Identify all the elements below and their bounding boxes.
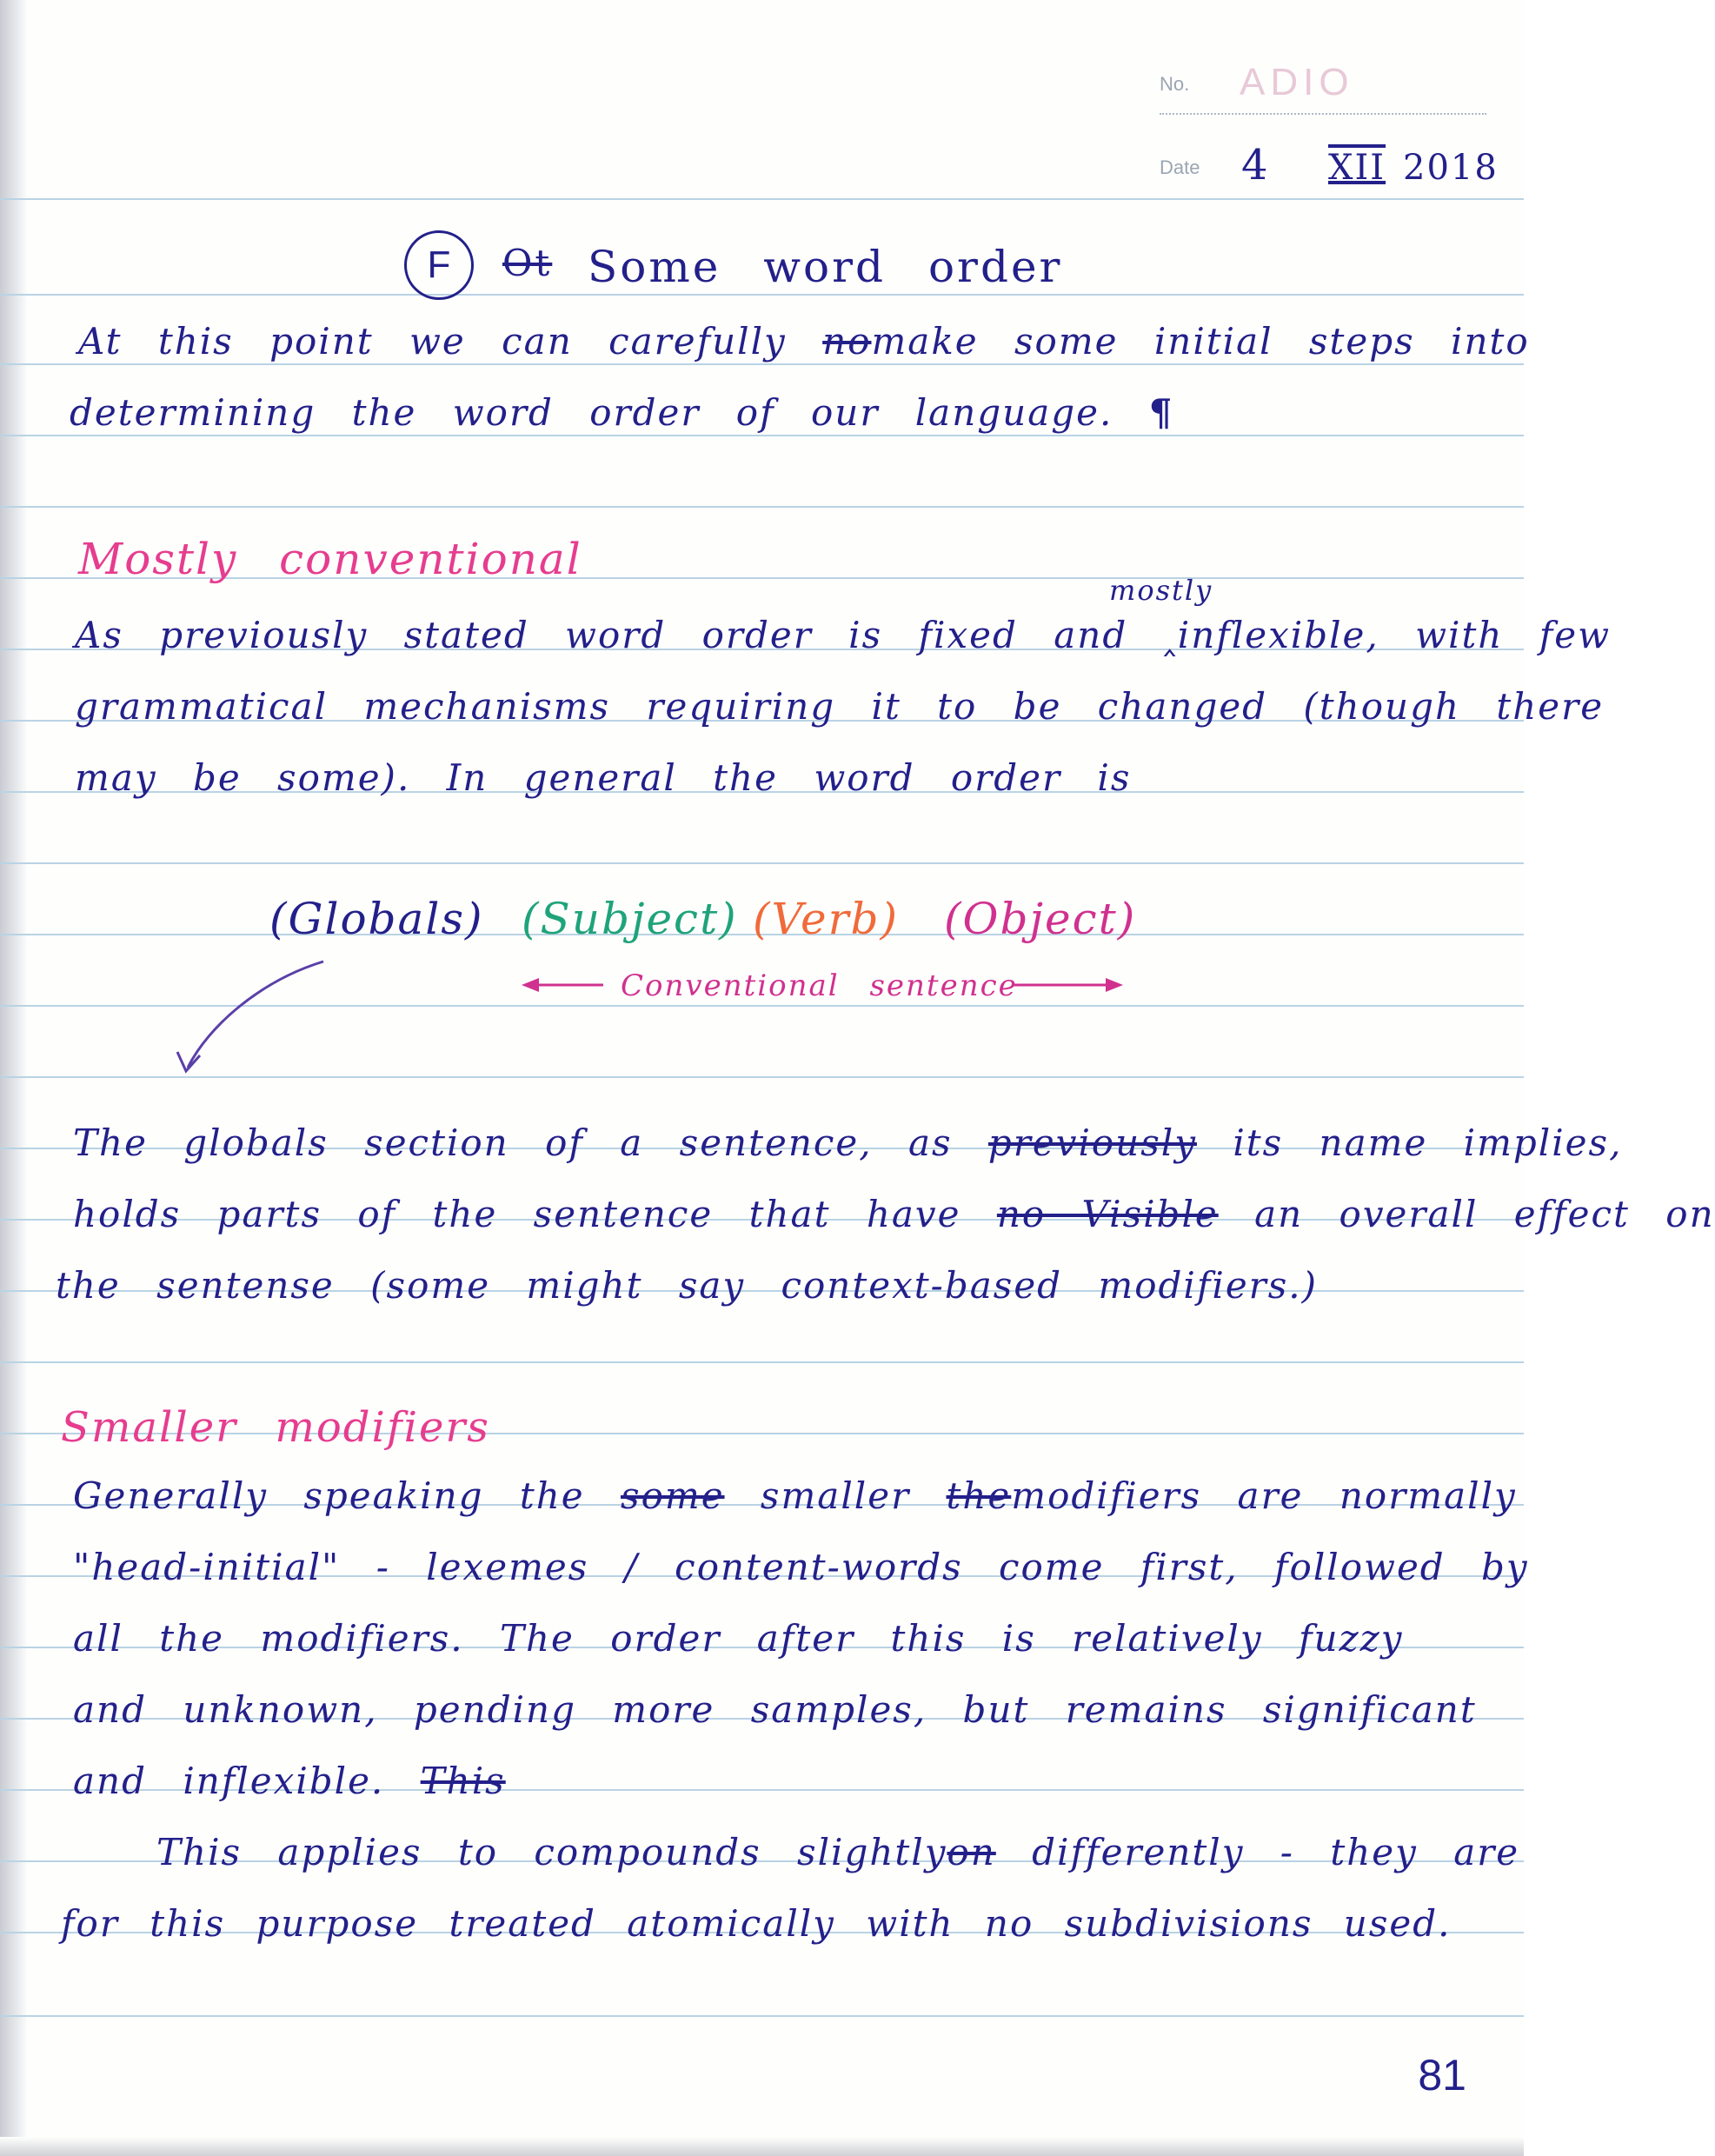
order-subject: (Subject) xyxy=(522,894,738,944)
order-object: (Object) xyxy=(944,894,1137,944)
section2-text: Generally speaking the xyxy=(73,1474,585,1517)
date-label: Date xyxy=(1160,156,1200,178)
globals-text: holds parts of the sentence that have xyxy=(73,1193,961,1235)
section2-line-4: and unknown, pending more samples, but remains significant xyxy=(73,1688,1477,1731)
section2-text: and inflexible. xyxy=(73,1760,385,1802)
section-letter: F xyxy=(427,243,451,286)
faded-stamp: ADIO xyxy=(1240,61,1354,103)
section2-line-3: all the modifiers. The order after this is relatively fuzzy xyxy=(73,1617,1404,1660)
section2-line-7: for this purpose treated atomically with no subdivisions used. xyxy=(61,1902,1452,1945)
no-label: No. xyxy=(1160,73,1190,95)
paragraph-mark: ¶ xyxy=(1148,391,1174,434)
section2-line-2: "head-initial" - lexemes / content-words come first, followed by xyxy=(73,1546,1529,1588)
struck-word: some xyxy=(621,1474,725,1517)
section2-text: modifiers are normally xyxy=(1011,1474,1517,1517)
title-struck-text: Ot xyxy=(502,242,553,284)
inserted-word: mostly xyxy=(1109,574,1213,607)
globals-line-1 xyxy=(73,1121,1623,1164)
order-verb: (Verb) xyxy=(753,894,900,944)
struck-word: no xyxy=(822,320,872,363)
section2-line-5 xyxy=(73,1760,506,1802)
globals-line-3: the sentense (some might say context-based modifiers.) xyxy=(56,1264,1319,1307)
section1-line-2: grammatical mechanisms requiring it to be changed (though there xyxy=(75,685,1605,728)
section2-text: differently - they are xyxy=(1032,1831,1520,1873)
intro-text: determining the word order of our language. xyxy=(70,391,1113,434)
globals-line-2 xyxy=(73,1193,1715,1235)
section1-line-3: may be some). In general the word order is xyxy=(75,756,1132,799)
section1-line-1: As previously stated word order is fixed and ‸inflexible, with few xyxy=(75,614,1612,656)
globals-text: The globals section of a sentence, as xyxy=(73,1121,953,1164)
caption-left-arrow xyxy=(522,978,603,992)
section2-line-6 xyxy=(156,1831,1519,1873)
page-bottom-edge xyxy=(0,2137,1524,2156)
struck-word: on xyxy=(947,1831,996,1873)
intro-text: make some initial steps into xyxy=(871,320,1530,363)
section2-line-1 xyxy=(73,1474,1517,1517)
page-number: 81 xyxy=(1418,2051,1466,2099)
conventional-sentence-caption: Conventional sentence xyxy=(621,968,1018,1003)
section2-text: This applies to compounds slightly xyxy=(156,1831,947,1873)
globals-text: its name implies, xyxy=(1233,1121,1623,1164)
globals-text: an overall effect on xyxy=(1254,1193,1715,1235)
struck-word: This xyxy=(420,1760,506,1802)
date-day: 4 xyxy=(1241,141,1270,190)
order-globals: (Globals) xyxy=(269,894,484,944)
page-title: Some word order xyxy=(588,242,1063,292)
intro-text: At this point we can carefully xyxy=(78,320,787,363)
date-month: XII xyxy=(1328,148,1386,188)
globals-pointer-arrow xyxy=(177,962,323,1071)
struck-word: no Visible xyxy=(996,1193,1219,1235)
section-heading-mostly-conventional: Mostly conventional xyxy=(78,534,582,584)
date-year: 2018 xyxy=(1403,148,1499,188)
caption-right-arrow xyxy=(1012,978,1123,992)
struck-word: previously xyxy=(987,1121,1197,1164)
section2-text: smaller xyxy=(760,1474,911,1517)
struck-word: the xyxy=(946,1474,1012,1517)
section-heading-smaller-modifiers: Smaller modifiers xyxy=(61,1403,490,1452)
